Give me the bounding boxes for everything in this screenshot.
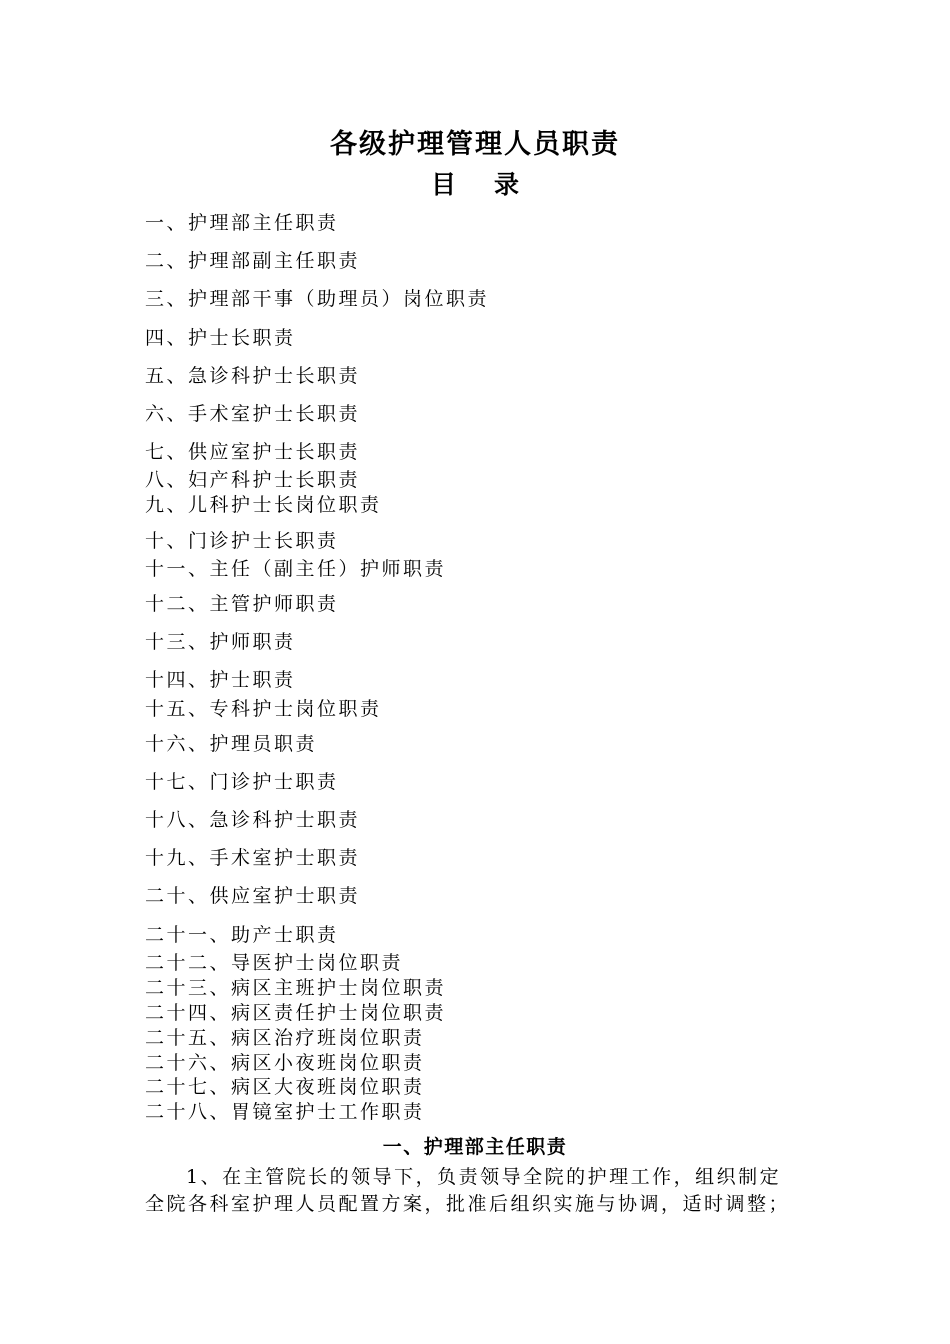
toc-item: 二十二、导医护士岗位职责 — [145, 952, 404, 974]
toc-item: 十六、护理员职责 — [145, 733, 318, 755]
toc-item: 二十、供应室护士职责 — [145, 885, 361, 907]
toc-item: 五、急诊科护士长职责 — [145, 365, 361, 387]
toc-item: 四、护士长职责 — [145, 327, 296, 349]
toc-item: 二、护理部副主任职责 — [145, 250, 361, 272]
toc-item: 二十八、胃镜室护士工作职责 — [145, 1101, 425, 1123]
toc-item: 十九、手术室护士职责 — [145, 847, 361, 869]
toc-item: 十七、门诊护士职责 — [145, 771, 339, 793]
paragraph-line: 1、在主管院长的领导下，负责领导全院的护理工作，组织制定 — [186, 1166, 782, 1188]
toc-item: 十、门诊护士长职责 — [145, 530, 339, 552]
page-title: 各级护理管理人员职责 — [330, 129, 620, 160]
toc-item: 二十五、病区治疗班岗位职责 — [145, 1027, 425, 1049]
toc-item: 二十四、病区责任护士岗位职责 — [145, 1002, 447, 1024]
toc-item: 十五、专科护士岗位职责 — [145, 698, 382, 720]
toc-item: 六、手术室护士长职责 — [145, 403, 361, 425]
toc-item: 二十七、病区大夜班岗位职责 — [145, 1076, 425, 1098]
toc-item: 二十一、助产士职责 — [145, 924, 339, 946]
toc-item: 二十三、病区主班护士岗位职责 — [145, 977, 447, 999]
toc-item: 十二、主管护师职责 — [145, 593, 339, 615]
paragraph-line: 全院各科室护理人员配置方案，批准后组织实施与协调，适时调整； — [145, 1193, 791, 1215]
toc-item: 三、护理部干事（助理员）岗位职责 — [145, 288, 490, 310]
toc-item: 一、护理部主任职责 — [145, 212, 339, 234]
toc-heading — [0, 168, 950, 202]
toc-item: 二十六、病区小夜班岗位职责 — [145, 1052, 425, 1074]
toc-item: 十四、护士职责 — [145, 669, 296, 691]
toc-item: 十一、主任（副主任）护师职责 — [145, 558, 447, 580]
toc-item: 七、供应室护士长职责 — [145, 441, 361, 463]
toc-item: 十八、急诊科护士职责 — [145, 809, 361, 831]
toc-heading-left: 目 — [430, 170, 456, 199]
toc-item: 九、儿科护士长岗位职责 — [145, 494, 382, 516]
section-heading: 一、护理部主任职责 — [382, 1136, 568, 1158]
toc-item: 十三、护师职责 — [145, 631, 296, 653]
toc-heading-right: 录 — [494, 170, 520, 199]
toc-item: 八、妇产科护士长职责 — [145, 469, 361, 491]
